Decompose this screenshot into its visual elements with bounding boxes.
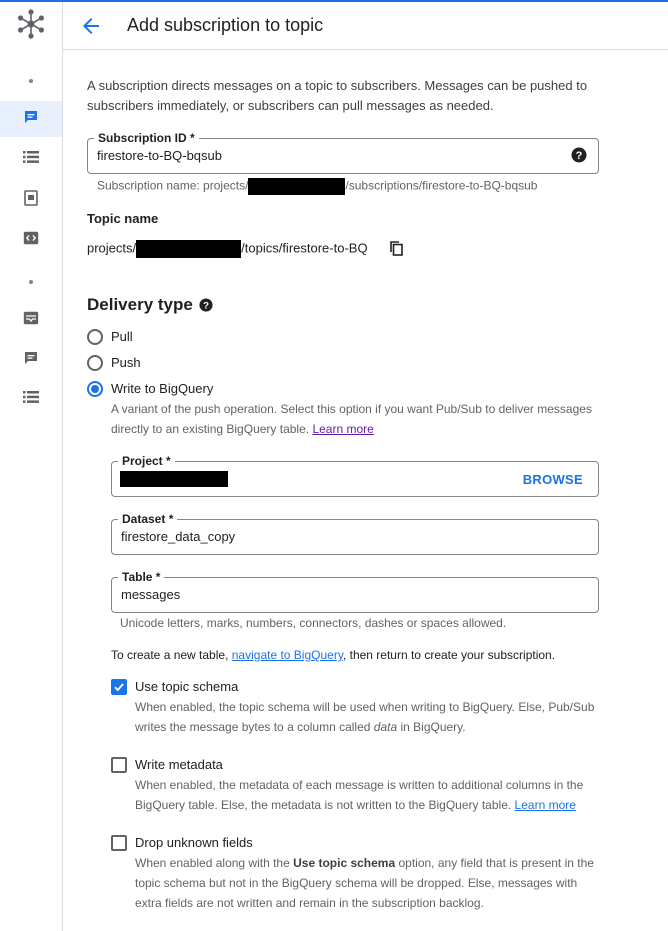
project-field[interactable] (111, 454, 599, 497)
table-value: messages (121, 587, 181, 602)
create-table-suffix: , then return to create your subscription. (342, 648, 556, 662)
list-icon (23, 150, 39, 169)
use-topic-schema-ref: Use topic schema (293, 856, 396, 870)
navigate-to-bigquery-link[interactable]: navigate to BigQuery (231, 648, 343, 662)
learn-more-link[interactable]: Learn more (514, 798, 576, 812)
rail-item-lite[interactable] (0, 302, 62, 338)
check-icon (113, 681, 125, 693)
radio-push-label: Push (111, 355, 141, 370)
rail-item-subscriptions[interactable] (0, 101, 62, 137)
redacted-project (248, 178, 345, 195)
radio-pull-label: Pull (111, 329, 133, 344)
radio-pull[interactable] (87, 329, 103, 345)
back-button[interactable] (79, 14, 103, 38)
redacted-project (136, 240, 241, 258)
rail-item-snapshots[interactable] (0, 182, 62, 218)
subscription-name-hint (97, 178, 537, 195)
intro-text: A subscription directs messages on a topic to subscribers. Messages can be pushed to subscribers immediately, or subscribers can pull messages as needed. (87, 78, 588, 113)
help-icon[interactable] (571, 147, 587, 168)
inbox-icon (23, 311, 39, 330)
browse-button[interactable]: BROWSE (522, 472, 583, 487)
bigquery-description-line: directly to an existing BigQuery table. (111, 422, 310, 436)
topic-prefix: projects/ (87, 240, 137, 256)
description-line: When enabled along with the (135, 856, 294, 870)
subscription-id-value: firestore-to-BQ-bqsub (97, 148, 222, 163)
topic-suffix: /topics/firestore-to-BQ (241, 240, 368, 256)
project-label: Project * (118, 453, 175, 469)
dataset-value: firestore_data_copy (121, 529, 236, 544)
table-hint: Unicode letters, marks, numbers, connectors, dashes or spaces allowed. (120, 616, 507, 630)
drop-unknown-fields-description (135, 853, 594, 913)
radio-write-to-bigquery[interactable] (87, 381, 103, 397)
use-topic-schema-label: Use topic schema (135, 679, 239, 694)
write-metadata-label: Write metadata (135, 757, 223, 772)
create-table-prefix: To create a new table, (111, 648, 232, 662)
write-metadata-checkbox[interactable] (111, 757, 127, 773)
delivery-type-title: Delivery type (87, 295, 193, 314)
learn-more-link[interactable]: Learn more (312, 422, 374, 436)
description-line: option, any field that is present in the (395, 856, 594, 870)
description-line: in BigQuery. (397, 720, 466, 734)
description-line: BigQuery table. Else, the metadata is not written to the BigQuery table. (135, 798, 512, 812)
bigquery-description-line: A variant of the push operation. Select this option if you want Pub/Sub to deliver messages (111, 402, 592, 416)
radio-push[interactable] (87, 355, 103, 371)
subscriptions-icon (23, 109, 39, 130)
rail-item-lite-subscriptions[interactable] (0, 342, 62, 378)
page-title: Add subscription to topic (127, 15, 324, 35)
app-logo-icon[interactable] (16, 9, 46, 39)
radio-write-to-bigquery-label: Write to BigQuery (111, 381, 214, 396)
description-line: When enabled, the metadata of each message is written to additional columns in the (135, 778, 584, 792)
table-label: Table * (118, 569, 164, 585)
nav-rail (0, 2, 63, 931)
rail-item-topics[interactable] (0, 141, 62, 177)
hint-prefix: Subscription name: projects/ (97, 178, 249, 193)
redacted-project (120, 471, 228, 487)
description-line: When enabled, the topic schema will be used when writing to BigQuery. Else, Pub/Sub (135, 700, 595, 714)
message-icon (23, 350, 39, 371)
svg-text:?: ? (575, 150, 583, 162)
create-table-text (111, 648, 555, 662)
drop-unknown-fields-label: Drop unknown fields (135, 835, 253, 850)
snapshot-icon (24, 190, 38, 211)
svg-text:?: ? (203, 300, 209, 312)
topic-name-value (87, 240, 368, 258)
dataset-field[interactable] (111, 512, 599, 555)
data-column-name: data (373, 720, 398, 734)
description-line: writes the message bytes to a column called (135, 720, 374, 734)
rail-dot-icon (0, 63, 62, 99)
drop-unknown-fields-checkbox[interactable] (111, 835, 127, 851)
hint-suffix: /subscriptions/firestore-to-BQ-bqsub (345, 178, 538, 193)
topic-name-label: Topic name (87, 211, 159, 226)
list-icon (23, 390, 39, 409)
rail-item-lite-topics[interactable] (0, 381, 62, 417)
rail-dot-icon (0, 264, 62, 300)
dataset-label: Dataset * (118, 511, 177, 527)
copy-icon[interactable] (390, 241, 403, 261)
rail-item-schemas[interactable] (0, 222, 62, 258)
help-icon[interactable] (199, 298, 213, 317)
arrow-back-icon (79, 14, 103, 38)
bigquery-description (111, 399, 592, 439)
table-field[interactable] (111, 570, 599, 613)
use-topic-schema-checkbox[interactable] (111, 679, 127, 695)
subscription-id-label: Subscription ID * (94, 130, 199, 146)
page-header (63, 2, 668, 50)
write-metadata-description (135, 775, 583, 815)
use-topic-schema-description (135, 697, 594, 737)
description-line: topic schema but not in the BigQuery schema will be dropped. Else, messages with (135, 876, 578, 890)
description-line: extra fields are not written and remain in the subscription backlog. (135, 896, 484, 910)
code-icon (23, 231, 39, 250)
subscription-id-field[interactable] (87, 131, 599, 174)
